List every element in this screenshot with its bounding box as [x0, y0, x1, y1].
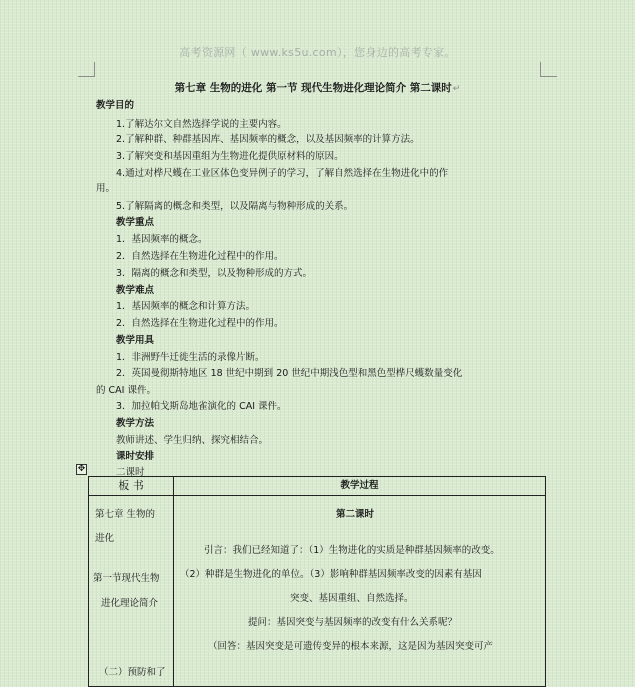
objective-item: 2.了解种群、种群基因库、基因频率的概念，以及基因频率的计算方法。: [116, 134, 420, 145]
table-move-handle-icon[interactable]: ✥: [77, 464, 86, 474]
process-line: 提问：基因突变与基因频率的改变有什么关系呢？: [248, 617, 458, 628]
schedule-heading: 课时安排: [116, 451, 155, 462]
tool-item: 3．加拉帕戈斯岛地雀演化的 CAI 课件。: [116, 401, 287, 412]
key-points-heading: 教学重点: [116, 217, 155, 228]
objectives-heading: 教学目的: [96, 100, 135, 111]
table-header-process: 教学过程: [174, 477, 546, 496]
board-line: （二）预防和了: [99, 667, 166, 678]
key-point-item: 1．基因频率的概念。: [116, 234, 208, 245]
page-header-watermark: 高考资源网（ www.ks5u.com），您身边的高考专家。: [179, 46, 456, 59]
objective-item: 3.了解突变和基因重组为生物进化提供原材料的原因。: [116, 151, 344, 162]
tools-heading: 教学用具: [116, 335, 155, 346]
board-line: 第七章 生物的: [95, 509, 156, 520]
objective-item-continuation: 用。: [96, 183, 116, 194]
board-cell: [89, 496, 174, 687]
table-header-board: 板 书: [89, 477, 174, 496]
process-line: （2）种群是生物进化的单位。（3）影响种群基因频率改变的因素有基因: [180, 569, 482, 580]
board-line: 进化理论简介: [101, 598, 159, 609]
board-line: 第一节现代生物: [93, 573, 160, 584]
difficulty-item: 1．基因频率的概念和计算方法。: [116, 301, 256, 312]
methods-text: 教师讲述、学生归纳、探究相结合。: [116, 435, 269, 446]
tool-item: 2．英国曼彻斯特地区 18 世纪中期到 20 世纪中期浅色型和黑色型桦尺蠖数量变化: [116, 368, 463, 379]
process-line: 突变、基因重组、自然选择。: [290, 593, 414, 604]
process-cell: [174, 496, 546, 687]
board-line: 进化: [95, 533, 115, 544]
process-line: 第二课时: [336, 509, 375, 520]
objective-item: 1.了解达尔文自然选择学说的主要内容。: [116, 119, 287, 130]
process-line: （回答：基因突变是可遗传变异的根本来源，这是因为基因突变可产: [208, 641, 494, 652]
methods-heading: 教学方法: [116, 418, 155, 429]
key-point-item: 3．隔离的概念和类型，以及物种形成的方式。: [116, 268, 313, 279]
schedule-text: 二课时: [116, 467, 145, 478]
document-title: 第七章 生物的进化 第一节 现代生物进化理论简介 第二课时↵: [174, 82, 461, 94]
objective-item: 5.了解隔离的概念和类型，以及隔离与物种形成的关系。: [116, 201, 354, 212]
difficulty-item: 2．自然选择在生物进化过程中的作用。: [116, 318, 284, 329]
difficulties-heading: 教学难点: [116, 285, 155, 296]
process-line: 引言：我们已经知道了：（1）生物进化的实质是种群基因频率的改变。: [204, 545, 500, 556]
key-point-item: 2．自然选择在生物进化过程中的作用。: [116, 251, 284, 262]
tool-item-continuation: 的 CAI 课件。: [96, 385, 156, 396]
margin-corner-left: [78, 62, 95, 77]
tool-item: 1．非洲野牛迁徙生活的录像片断。: [116, 352, 265, 363]
margin-corner-right: [540, 62, 557, 77]
lesson-table: [88, 476, 546, 687]
objective-item: 4.通过对桦尺蠖在工业区体色变异例子的学习，了解自然选择在生物进化中的作: [116, 168, 449, 179]
